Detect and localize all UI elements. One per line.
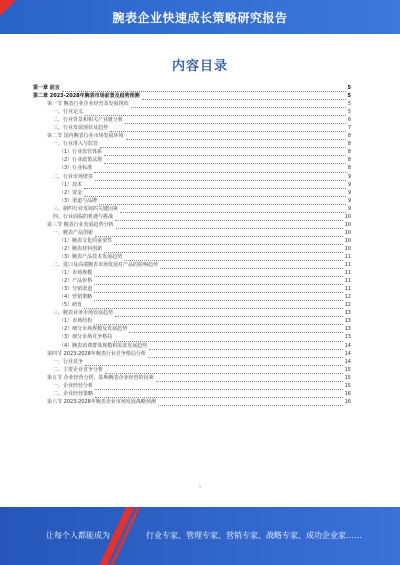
toc-entry-label: 二、企业经营策略 bbox=[53, 390, 94, 397]
toc-entry-page: 10 bbox=[344, 221, 351, 228]
toc-entry-page: 11 bbox=[344, 270, 351, 277]
toc-entry-label: （3）渠道与品牌 bbox=[59, 197, 98, 204]
toc-entry-page: 14 bbox=[344, 342, 351, 349]
toc-entry-page: 11 bbox=[344, 278, 351, 285]
toc-entry-label: 第三节 腕表行业发展趋势分析 bbox=[47, 221, 114, 228]
toc-entry[interactable] bbox=[33, 293, 351, 301]
toc-entry-page: 9 bbox=[347, 181, 351, 188]
toc-entry[interactable] bbox=[33, 342, 351, 350]
toc-entry-label: （2）腕表材料创新 bbox=[59, 245, 103, 252]
toc-entry-page: 11 bbox=[344, 262, 351, 269]
toc-heading: 内容目录 bbox=[171, 59, 228, 74]
toc-entry-page: 12 bbox=[344, 294, 351, 301]
toc-entry-label: （4）营销策略 bbox=[59, 294, 93, 301]
toc-entry[interactable] bbox=[33, 317, 351, 325]
toc-entry-page: 15 bbox=[344, 374, 351, 381]
toc-entry-page: 6 bbox=[347, 117, 351, 124]
toc-entry-page: 12 bbox=[344, 302, 351, 309]
toc-entry-page: 11 bbox=[344, 253, 351, 260]
toc-entry-label: （2）资金 bbox=[59, 189, 83, 196]
toc-entry[interactable] bbox=[33, 156, 351, 164]
toc-entry-page: 5 bbox=[347, 93, 351, 100]
toc-entry-page: 9 bbox=[347, 173, 351, 180]
toc-entry-page: 9 bbox=[347, 189, 351, 196]
toc-entry-label: （1）市场规模 bbox=[59, 270, 93, 277]
toc-entry-label: （1）市场结构 bbox=[59, 318, 93, 325]
toc-entry[interactable] bbox=[33, 398, 351, 406]
toc-entry-page: 9 bbox=[347, 205, 351, 212]
toc-entry-label: 一、企业经营分析 bbox=[53, 382, 94, 389]
toc-entry[interactable] bbox=[33, 237, 351, 245]
dot-leader bbox=[158, 400, 343, 406]
toc-entry-label: 第五节 企业经营分析、影响腕表企业经营的因素 bbox=[47, 374, 154, 381]
toc-entry[interactable] bbox=[33, 116, 351, 124]
toc-entry-label: 四、行业面临的机遇与挑战 bbox=[53, 213, 114, 220]
toc-entry[interactable] bbox=[33, 358, 351, 366]
toc-entry[interactable] bbox=[33, 261, 351, 269]
toc-entry-label: （3）分销渠道 bbox=[59, 286, 93, 293]
toc-entry[interactable] bbox=[33, 245, 351, 253]
toc-entry-label: （1）腕表文化的重要性 bbox=[59, 237, 113, 244]
toc-entry-label: （4）腕表消费群体规模和需求发展趋势 bbox=[59, 342, 148, 349]
toc-entry-page: 10 bbox=[344, 237, 351, 244]
toc-entry-label: 第一节 腕表行业企业经营及发展现状 bbox=[47, 101, 129, 108]
toc-entry-page: 8 bbox=[347, 157, 351, 164]
toc-entry[interactable] bbox=[33, 333, 351, 341]
toc-entry-label: 三、行业发展现状及趋势 bbox=[53, 125, 109, 132]
toc-entry[interactable] bbox=[33, 301, 351, 309]
toc-entry-label: （2）行业政策法规 bbox=[59, 157, 103, 164]
toc-entry[interactable] bbox=[33, 197, 351, 205]
toc-entry-label: 一、行业竞争 bbox=[53, 358, 84, 365]
toc-entry-page: 14 bbox=[344, 358, 351, 365]
toc-entry[interactable] bbox=[33, 108, 351, 116]
toc-entry-page: 8 bbox=[347, 149, 351, 156]
toc-entry[interactable] bbox=[33, 173, 351, 181]
toc-entry-page: 11 bbox=[344, 286, 351, 293]
toc-entry[interactable] bbox=[33, 390, 351, 398]
toc-entry[interactable] bbox=[33, 140, 351, 148]
toc-entry[interactable] bbox=[33, 277, 351, 285]
toc-entry[interactable] bbox=[33, 229, 351, 237]
toc-entry-page: 5 bbox=[347, 85, 351, 91]
toc-entry-label: 三、腕表业务市场发展趋势 bbox=[53, 310, 114, 317]
toc-entry[interactable] bbox=[33, 148, 351, 156]
toc-entry[interactable] bbox=[33, 92, 351, 100]
toc-entry-page: 13 bbox=[344, 326, 351, 333]
header-bar bbox=[0, 0, 400, 34]
toc-entry-page: 5 bbox=[347, 101, 351, 108]
toc-entry-page: 7 bbox=[347, 125, 351, 132]
toc-entry-page: 13 bbox=[344, 334, 351, 341]
toc-entry-label: （1）行业监管体系 bbox=[59, 149, 103, 156]
toc-entry-page: 10 bbox=[344, 245, 351, 252]
toc-entry[interactable] bbox=[33, 382, 351, 390]
toc-entry-page: 10 bbox=[344, 213, 351, 220]
toc-entry-label: 二、进口及高端腕表市场发展对产品的影响趋势 bbox=[53, 262, 159, 269]
toc-entry-page: 13 bbox=[344, 318, 351, 325]
toc-entry-label: 第一章 前言 bbox=[33, 85, 60, 91]
toc-entry[interactable] bbox=[33, 325, 351, 333]
toc-entry-page: 16 bbox=[344, 398, 351, 405]
toc-entry-label: 二、主要企业竞争分析 bbox=[53, 366, 104, 373]
toc-entry-page: 15 bbox=[344, 382, 351, 389]
toc-entry-label: 二、行业市场壁垒 bbox=[53, 173, 94, 180]
toc-entry[interactable] bbox=[33, 221, 351, 229]
toc-entry-page: 15 bbox=[344, 366, 351, 373]
toc-entry-label: （3）腕表产品技术发展趋势 bbox=[59, 253, 123, 260]
toc-entry[interactable] bbox=[33, 124, 351, 132]
toc-entry-label: 第二章 2023-2028年腕表市场前景及趋势预测 bbox=[33, 93, 140, 100]
toc-entry-label: 一、行业准入与监管 bbox=[53, 141, 99, 148]
toc-entry-label: 二、行业背景和相关产业链分析 bbox=[53, 117, 124, 124]
toc-entry-page: 5 bbox=[347, 109, 351, 116]
toc-entry-page: 8 bbox=[347, 165, 351, 172]
toc-entry[interactable] bbox=[33, 100, 351, 108]
toc-entry-label: 一、行业定义 bbox=[53, 109, 84, 116]
footer-fields: 行业专家、管理专家、营销专家、战略专家、成功企业家…… bbox=[146, 531, 362, 540]
toc-entry[interactable] bbox=[33, 132, 351, 140]
toc-entry-page: 13 bbox=[344, 310, 351, 317]
toc-entry-page: 8 bbox=[347, 141, 351, 148]
toc-entry-page: 14 bbox=[344, 350, 351, 357]
toc-entry-label: （5）研发 bbox=[59, 302, 83, 309]
toc-entry-label: （2）细分市场规模及发展趋势 bbox=[59, 326, 128, 333]
footer-banner bbox=[0, 507, 400, 565]
toc-entry[interactable] bbox=[33, 285, 351, 293]
toc-entry-label: （3）行业标准 bbox=[59, 165, 93, 172]
toc-entry[interactable] bbox=[33, 269, 351, 277]
toc-entry[interactable] bbox=[33, 350, 351, 358]
toc-entry-label: 一、腕表产品创新 bbox=[53, 229, 94, 236]
toc-entry-label: 第六节 2023-2028年腕表企业市场发展战略预测 bbox=[47, 398, 156, 405]
page-number: 1 bbox=[198, 484, 202, 489]
footer-slogan: 让每个人都能成为 bbox=[46, 531, 110, 540]
toc-entry-label: 第四节 2023-2028年腕表行业竞争格局分析 bbox=[47, 350, 146, 357]
report-title: 腕表企业快速成长策略研究报告 bbox=[112, 11, 288, 25]
toc-entry-label: （2）产品价格 bbox=[59, 278, 93, 285]
toc-entry[interactable] bbox=[33, 374, 351, 382]
toc-entry-page: 8 bbox=[347, 133, 351, 140]
toc-entry[interactable] bbox=[33, 181, 351, 189]
toc-entry[interactable] bbox=[33, 213, 351, 221]
toc-entry-page: 9 bbox=[347, 197, 351, 204]
toc-entry[interactable] bbox=[33, 253, 351, 261]
toc-entry[interactable] bbox=[33, 366, 351, 374]
toc-entry-label: （1）技术 bbox=[59, 181, 83, 188]
toc-entry[interactable] bbox=[33, 309, 351, 317]
toc-entry[interactable] bbox=[33, 205, 351, 213]
table-of-contents bbox=[33, 84, 351, 406]
toc-entry[interactable] bbox=[33, 164, 351, 172]
toc-entry-label: 第二节 国内腕表行业市场发展环境 bbox=[47, 133, 124, 140]
toc-entry-label: 三、制约行业发展的关键因素 bbox=[53, 205, 119, 212]
toc-entry[interactable] bbox=[33, 189, 351, 197]
toc-entry[interactable] bbox=[33, 84, 351, 92]
toc-entry-page: 10 bbox=[344, 229, 351, 236]
toc-entry-label: （3）细分市场竞争格局 bbox=[59, 334, 113, 341]
toc-entry-page: 16 bbox=[344, 390, 351, 397]
